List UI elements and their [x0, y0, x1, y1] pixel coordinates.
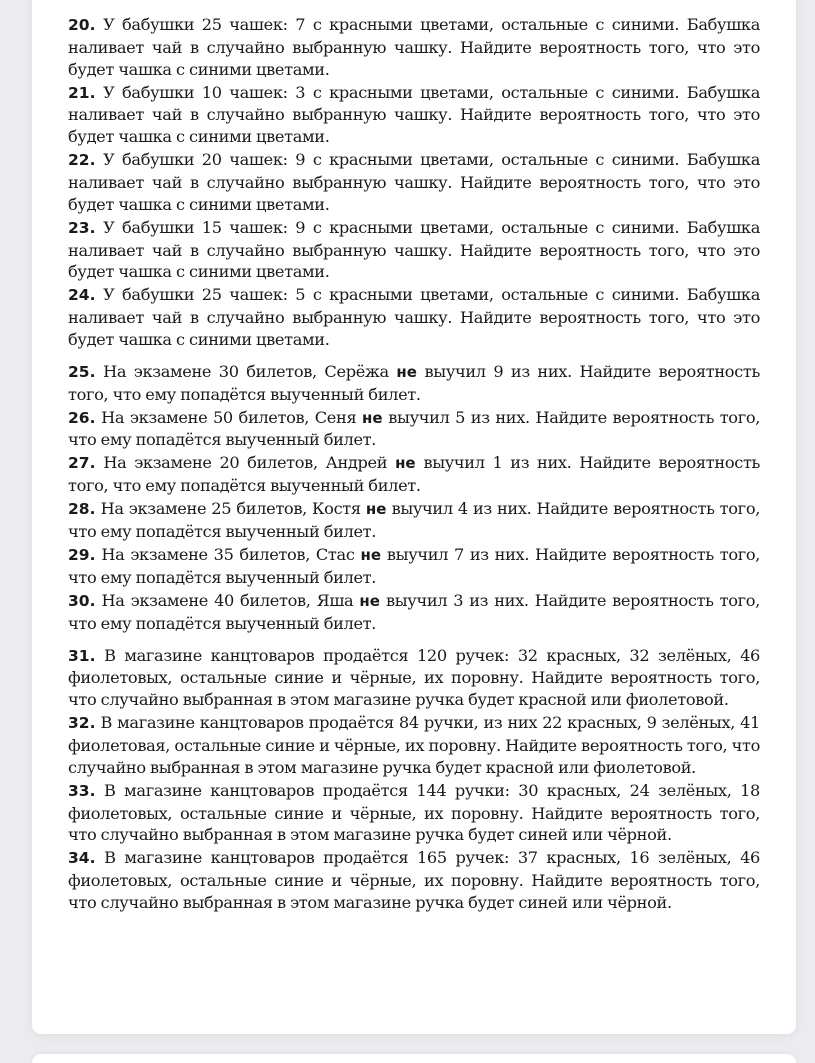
problem-text: В магазине канцтоваров продаётся 84 ручки, из них 22 красных, 9 зелёных, 41 фиолетовая, остальные синие и чёрные, их поровну. Найдите вероятность того, что случайно выбранная в этом магазине ручка будет красной или фиолетовой. — [68, 713, 761, 777]
problem-number: 28. — [68, 500, 96, 519]
problem-text: выучил 5 из них. Найдите вероятность того, что ему попадётся выученный билет. — [68, 407, 761, 450]
problem-number: 21. — [68, 83, 96, 102]
problem-number: 25. — [68, 362, 96, 381]
problem-25 — [68, 361, 760, 406]
problem-29 — [68, 544, 760, 589]
problem-33 — [68, 780, 760, 846]
problem-number: 34. — [68, 849, 96, 868]
problem-number: 33. — [68, 781, 96, 800]
problem-text: выучил 3 из них. Найдите вероятность того, что ему попадётся выученный билет. — [68, 590, 760, 633]
problem-23 — [68, 217, 760, 283]
group-spacer — [68, 352, 760, 361]
problem-number: 26. — [68, 408, 96, 427]
problem-group-exam-tickets — [68, 361, 760, 635]
problem-20 — [68, 14, 760, 80]
emphasis-not: не — [360, 546, 382, 565]
problem-group-pens — [68, 645, 760, 914]
problem-group-cups — [68, 14, 760, 351]
problem-number: 20. — [68, 16, 96, 34]
problem-text: На экзамене 30 билетов, Серёжа — [103, 361, 389, 381]
problem-text: На экзамене 50 билетов, Сеня — [101, 407, 357, 427]
problem-31 — [68, 645, 760, 711]
problem-22 — [68, 149, 760, 215]
problem-number: 23. — [68, 218, 96, 237]
problem-text: У бабушки 20 чашек: 9 с красными цветами, остальные с синими. Бабушка наливает чай в случайно выбранную чашку. Найдите вероятность того, что это будет чашка с синими цветами. — [68, 150, 760, 214]
problem-text: На экзамене 25 билетов, Костя — [100, 499, 361, 519]
problem-text: выучил 9 из них. Найдите вероятность того, что ему попадётся выученный билет. — [68, 361, 760, 404]
problem-text: У бабушки 15 чашек: 9 с красными цветами, остальные с синими. Бабушка наливает чай в случайно выбранную чашку. Найдите вероятность того, что это будет чашка с синими цветами. — [68, 217, 760, 282]
emphasis-not: не — [396, 362, 417, 381]
problem-text: выучил 4 из них. Найдите вероятность того, что ему попадётся выученный билет. — [68, 499, 761, 542]
problem-number: 30. — [68, 591, 96, 610]
problem-text: У бабушки 25 чашек: 5 с красными цветами, остальные с синими. Бабушка наливает чай в случайно выбранную чашку. Найдите вероятность того, что это будет чашка с синими цветами. — [68, 285, 760, 349]
emphasis-not: не — [362, 408, 383, 427]
problem-text: В магазине канцтоваров продаётся 165 ручек: 37 красных, 16 зелёных, 46 фиолетовых, остальные синие и чёрные, их поровну. Найдите вероятность того, что случайно выбранная в этом магазине ручка будет синей или чёрной. — [68, 848, 760, 912]
problem-30 — [68, 590, 760, 635]
problem-number: 27. — [68, 454, 96, 473]
problem-text: выучил 7 из них. Найдите вероятность того, что ему попадётся выученный билет. — [68, 545, 761, 587]
problem-text: На экзамене 35 билетов, Стас — [101, 545, 355, 565]
problem-32 — [68, 712, 760, 778]
problem-21 — [68, 82, 760, 148]
emphasis-not: не — [365, 500, 387, 519]
problem-list — [68, 14, 760, 915]
problem-26 — [68, 407, 760, 452]
problem-text: На экзамене 40 билетов, Яша — [101, 590, 354, 610]
emphasis-not: не — [395, 454, 416, 473]
problem-text: В магазине канцтоваров продаётся 144 ручки: 30 красных, 24 зелёных, 18 фиолетовых, остальные синие и чёрные, их поровну. Найдите вероятность того, что случайно выбранная в этом магазине ручка будет синей или чёрной. — [68, 780, 760, 845]
problem-28 — [68, 498, 760, 543]
emphasis-not: не — [359, 591, 380, 610]
problem-number: 32. — [68, 714, 96, 733]
group-spacer — [68, 636, 760, 645]
problem-24 — [68, 284, 760, 350]
problem-text: В магазине канцтоваров продаётся 120 ручек: 32 красных, 32 зелёных, 46 фиолетовых, остальные синие и чёрные, их поровну. Найдите вероятность того, что случайно выбранная в этом магазине ручка будет красной или фиолетовой. — [68, 645, 760, 710]
problem-number: 29. — [68, 546, 96, 565]
next-document-card — [32, 1054, 796, 1063]
problem-text: выучил 1 из них. Найдите вероятность того, что ему попадётся выученный билет. — [68, 453, 761, 496]
problem-text: У бабушки 25 чашек: 7 с красными цветами, остальные с синими. Бабушка наливает чай в случайно выбранную чашку. Найдите вероятность того, что это будет чашка с синими цветами. — [68, 15, 760, 79]
problem-27 — [68, 452, 760, 497]
problem-text: У бабушки 10 чашек: 3 с красными цветами, остальные с синими. Бабушка наливает чай в случайно выбранную чашку. Найдите вероятность того, что это будет чашка с синими цветами. — [68, 82, 760, 147]
problem-34 — [68, 847, 760, 913]
problem-number: 24. — [68, 286, 96, 305]
problem-number: 31. — [68, 646, 96, 665]
problem-number: 22. — [68, 151, 96, 170]
problem-text: На экзамене 20 билетов, Андрей — [103, 453, 388, 473]
